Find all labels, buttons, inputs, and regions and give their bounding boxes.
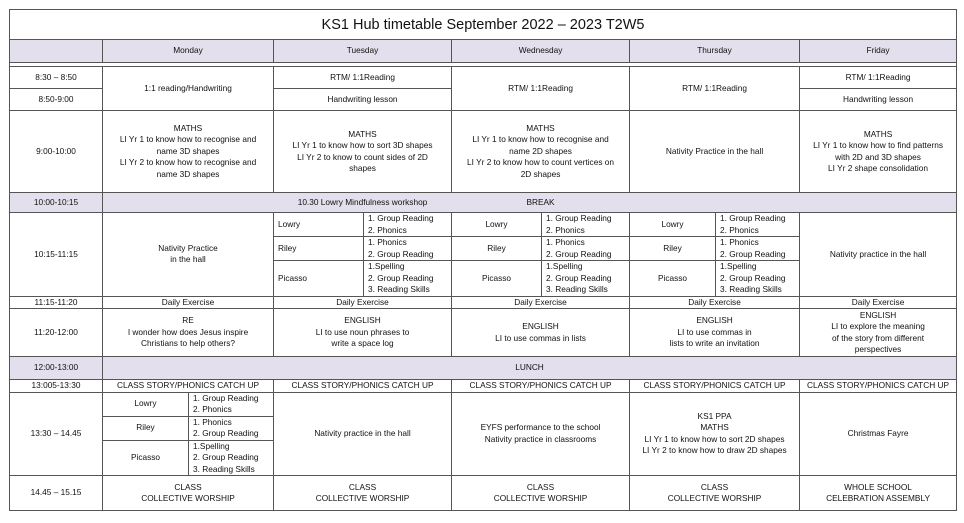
workshop-label: 10.30 Lowry Mindfulness workshop (274, 193, 452, 213)
maths-line: LI Yr 2 shape consolidation (828, 163, 928, 173)
maths-line: LI Yr 1 to know how to sort 3D shapes (292, 140, 433, 150)
wed-group-picasso: Picasso (452, 261, 542, 297)
time-cell: 10:00-10:15 (10, 193, 103, 213)
row-0830 (10, 67, 957, 89)
row-1015-a (10, 213, 957, 237)
mon-riley-list: 1. Phonics 2. Group Reading (189, 416, 274, 440)
fri-story: CLASS STORY/PHONICS CATCH UP (800, 380, 957, 393)
header-thursday: Thursday (630, 40, 800, 63)
nativity-line: in the hall (170, 254, 206, 265)
row-1120 (10, 309, 957, 357)
header-tuesday: Tuesday (274, 40, 452, 63)
mon-worship: CLASS COLLECTIVE WORSHIP (103, 476, 274, 511)
time-cell: 11:20-12:00 (10, 309, 103, 357)
maths-line: LI Yr 1 to know how to find patterns (813, 140, 943, 150)
lunch-label: LUNCH (103, 357, 957, 380)
wed-eyfs: EYFS performance to the school Nativity practice in classrooms (452, 392, 630, 476)
tue-exercise: Daily Exercise (274, 296, 452, 309)
tue-reading: RTM/ 1:1Reading (274, 67, 452, 89)
break-label: BREAK (452, 193, 630, 213)
maths-line: MATHS (863, 128, 893, 139)
thu-ppa: KS1 PPA MATHS LI Yr 1 to know how to sort 2D shapes LI Yr 2 to know how to draw 2D shapes (630, 392, 800, 476)
maths-line: LI Yr 2 to know how to recognise and (119, 157, 257, 168)
tue-group-picasso: Picasso (274, 261, 364, 297)
maths-line: MATHS (173, 122, 203, 133)
mon-picasso-list: 1.Spelling 2. Group Reading 3. Reading Skills (189, 440, 274, 476)
thu-lowry-list: 1. Group Reading 2. Phonics (716, 213, 800, 237)
fri-assembly: WHOLE SCHOOL CELEBRATION ASSEMBLY (800, 476, 957, 511)
maths-line: with 2D and 3D shapes (835, 151, 921, 162)
thu-group-lowry: Lowry (630, 213, 716, 237)
wed-lowry-list: 1. Group Reading 2. Phonics (542, 213, 630, 237)
tue-picasso-list: 1.Spelling 2. Group Reading 3. Reading Skills (364, 261, 452, 297)
fri-maths (800, 111, 957, 193)
maths-line: LI Yr 1 to know how to recognise and (472, 134, 609, 145)
day-header-row (10, 40, 957, 63)
wed-riley-list: 1. Phonics 2. Group Reading (542, 237, 630, 261)
header-blank (10, 40, 103, 63)
header-wednesday: Wednesday (452, 40, 630, 63)
thu-worship: CLASS COLLECTIVE WORSHIP (630, 476, 800, 511)
timetable (9, 9, 957, 41)
thu-picasso-list: 1.Spelling 2. Group Reading 3. Reading Skills (716, 261, 800, 297)
time-cell: 13:005-13:30 (10, 380, 103, 393)
thu-english: ENGLISH LI to use commas in lists to write an invitation (630, 309, 800, 357)
maths-line: name 3D shapes (156, 145, 220, 156)
mon-group-riley: Riley (103, 416, 189, 440)
row-0900 (10, 111, 957, 193)
header-monday: Monday (103, 40, 274, 63)
maths-line: MATHS (348, 128, 377, 139)
time-cell: 14.45 – 15.15 (10, 476, 103, 511)
maths-line: name 2D shapes (509, 145, 572, 156)
tue-riley-list: 1. Phonics 2. Group Reading (364, 237, 452, 261)
thu-riley-list: 1. Phonics 2. Group Reading (716, 237, 800, 261)
fri-exercise: Daily Exercise (800, 296, 957, 309)
tue-worship: CLASS COLLECTIVE WORSHIP (274, 476, 452, 511)
maths-line: LI Yr 2 to know how to count vertices on (467, 157, 614, 168)
wed-english: ENGLISH LI to use commas in lists (452, 309, 630, 357)
mon-re: RE I wonder how does Jesus inspire Christians to help others? (103, 309, 274, 357)
mon-exercise: Daily Exercise (103, 296, 274, 309)
time-cell: 8:30 – 8:50 (10, 67, 103, 89)
time-cell: 13:30 – 14.45 (10, 392, 103, 476)
timetable-grid (9, 39, 957, 511)
fri-fayre: Christmas Fayre (800, 392, 957, 476)
maths-line: name 3D shapes (156, 168, 220, 179)
maths-line: LI Yr 2 to know to count sides of 2D (297, 151, 428, 162)
mon-maths (103, 111, 274, 193)
fri-handwriting: Handwriting lesson (800, 89, 957, 111)
wed-maths (452, 111, 630, 193)
page-title: KS1 Hub timetable September 2022 – 2023 T2W5 (10, 10, 957, 41)
wed-exercise: Daily Exercise (452, 296, 630, 309)
row-break (10, 193, 957, 213)
thu-story: CLASS STORY/PHONICS CATCH UP (630, 380, 800, 393)
tue-maths (274, 111, 452, 193)
header-friday: Friday (800, 40, 957, 63)
row-lunch (10, 357, 957, 380)
fri-english: ENGLISH LI to explore the meaning of the story from different perspectives (800, 309, 957, 357)
mon-lowry-list: 1. Group Reading 2. Phonics (189, 392, 274, 416)
thu-nativity: Nativity Practice in the hall (630, 111, 800, 193)
time-cell: 8:50-9:00 (10, 89, 103, 111)
row-1445 (10, 476, 957, 511)
thu-reading: RTM/ 1:1Reading (630, 67, 800, 111)
wed-group-lowry: Lowry (452, 213, 542, 237)
thu-exercise: Daily Exercise (630, 296, 800, 309)
fri-reading: RTM/ 1:1Reading (800, 67, 957, 89)
mon-group-picasso: Picasso (103, 440, 189, 476)
tue-lowry-list: 1. Group Reading 2. Phonics (364, 213, 452, 237)
maths-line: LI Yr 1 to know how to recognise and (119, 134, 257, 145)
wed-reading: RTM/ 1:1Reading (452, 67, 630, 111)
tue-story: CLASS STORY/PHONICS CATCH UP (274, 380, 452, 393)
maths-line: MATHS (526, 122, 555, 133)
wed-picasso-list: 1.Spelling 2. Group Reading 3. Reading Skills (542, 261, 630, 297)
mon-nativity (103, 213, 274, 297)
wed-worship: CLASS COLLECTIVE WORSHIP (452, 476, 630, 511)
fri-nativity: Nativity practice in the hall (800, 213, 957, 297)
tue-nativity: Nativity practice in the hall (274, 392, 452, 476)
mon-story: CLASS STORY/PHONICS CATCH UP (103, 380, 274, 393)
mon-group-lowry: Lowry (103, 392, 189, 416)
tue-group-lowry: Lowry (274, 213, 364, 237)
time-cell: 12:00-13:00 (10, 357, 103, 380)
maths-line: shapes (349, 163, 376, 173)
row-exercise (10, 296, 957, 309)
thu-group-riley: Riley (630, 237, 716, 261)
time-cell: 11:15-11:20 (10, 296, 103, 309)
nativity-line: Nativity Practice (158, 242, 218, 253)
row-story (10, 380, 957, 393)
tue-english: ENGLISH LI to use noun phrases to write a space log (274, 309, 452, 357)
tue-handwriting: Handwriting lesson (274, 89, 452, 111)
tue-group-riley: Riley (274, 237, 364, 261)
time-cell: 9:00-10:00 (10, 111, 103, 193)
wed-group-riley: Riley (452, 237, 542, 261)
time-cell: 10:15-11:15 (10, 213, 103, 297)
maths-line: 2D shapes (520, 168, 561, 179)
thu-group-picasso: Picasso (630, 261, 716, 297)
wed-story: CLASS STORY/PHONICS CATCH UP (452, 380, 630, 393)
row-1330-a (10, 392, 957, 416)
mon-reading: 1:1 reading/Handwriting (103, 67, 274, 111)
